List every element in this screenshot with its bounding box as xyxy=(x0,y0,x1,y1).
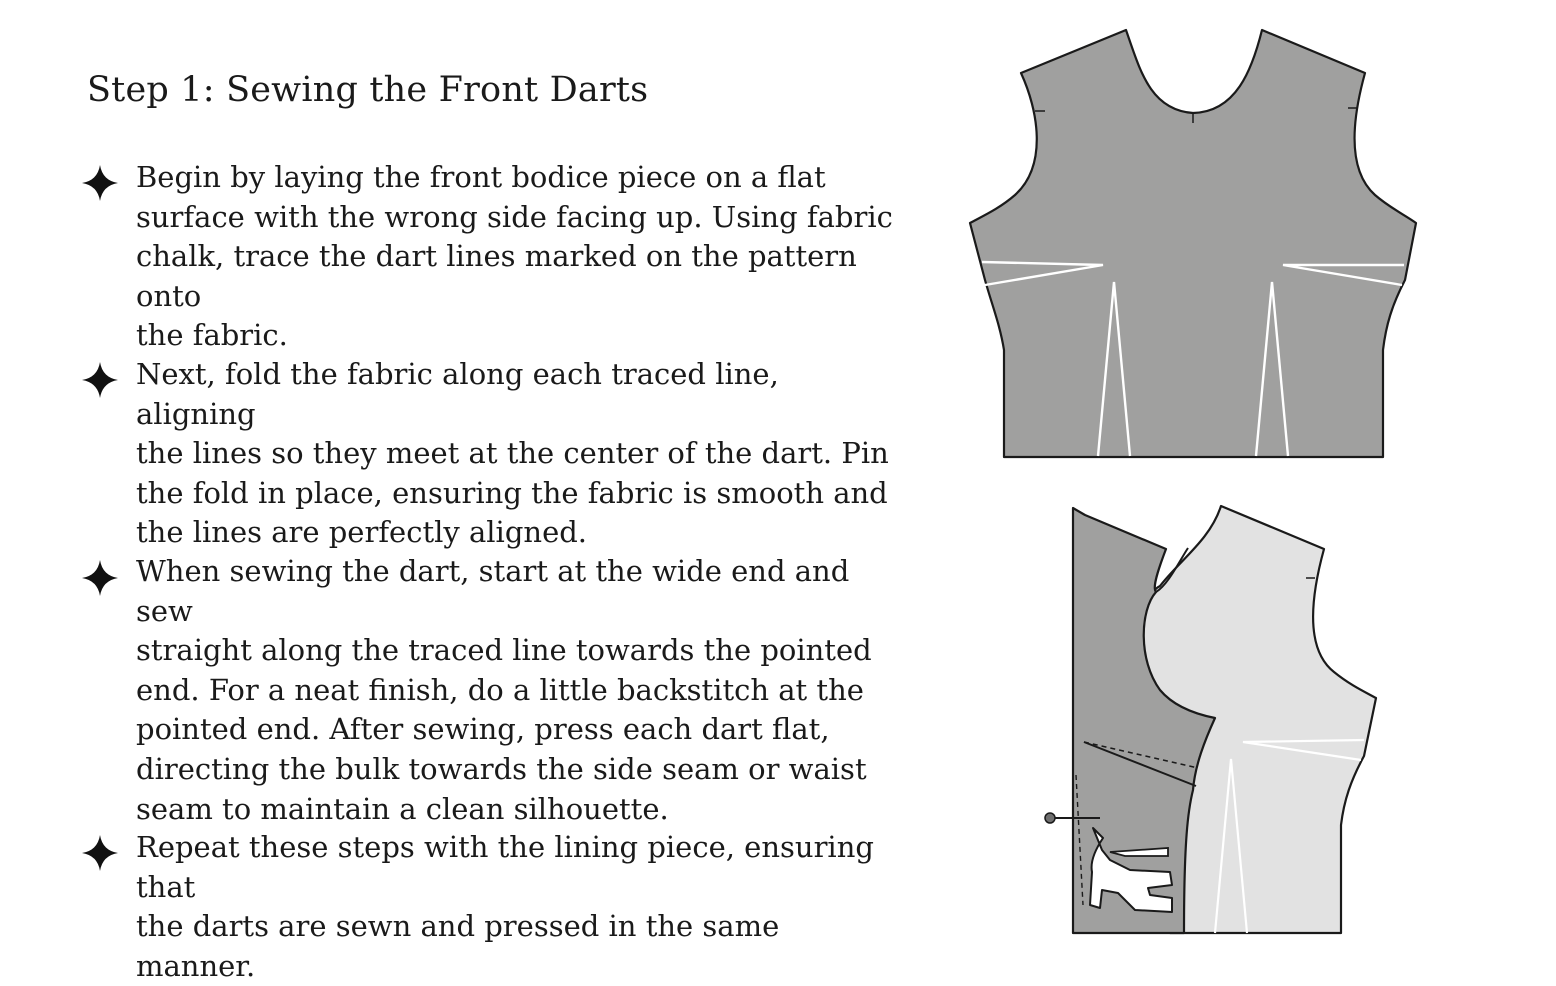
step-text: When sewing the dart, start at the wide end and sew straight along the traced line towards the pointed end. For a neat finish, do a little backstitch at the pointed end. After sewing, press each dart flat, directing the bulk towards the side seam or waist seam to maintain a clean silhouette. xyxy=(136,554,872,826)
step-text: Repeat these steps with the lining piece, ensuring that the darts are sewn and pressed in the same manner. xyxy=(136,830,874,983)
front-bodice-traced-darts-icon xyxy=(960,20,1430,470)
four-point-star-bullet-icon xyxy=(80,833,120,873)
bodice-dart-folded-pinned-icon xyxy=(1040,495,1385,940)
four-point-star-bullet-icon xyxy=(80,558,120,598)
step-text: Next, fold the fabric along each traced line, aligning the lines so they meet at the center of the dart. Pin the fold in place, ensuring the fabric is smooth and the lines are perfectly aligned. xyxy=(136,357,889,550)
page-title: Step 1: Sewing the Front Darts xyxy=(87,70,649,110)
four-point-star-bullet-icon xyxy=(80,163,120,203)
step-text: Begin by laying the front bodice piece on a flat surface with the wrong side facing up. Using fabric chalk, trace the dart lines marked on the pattern onto the fabric. xyxy=(136,160,893,353)
four-point-star-bullet-icon xyxy=(80,360,120,400)
steps-list xyxy=(80,0,900,983)
